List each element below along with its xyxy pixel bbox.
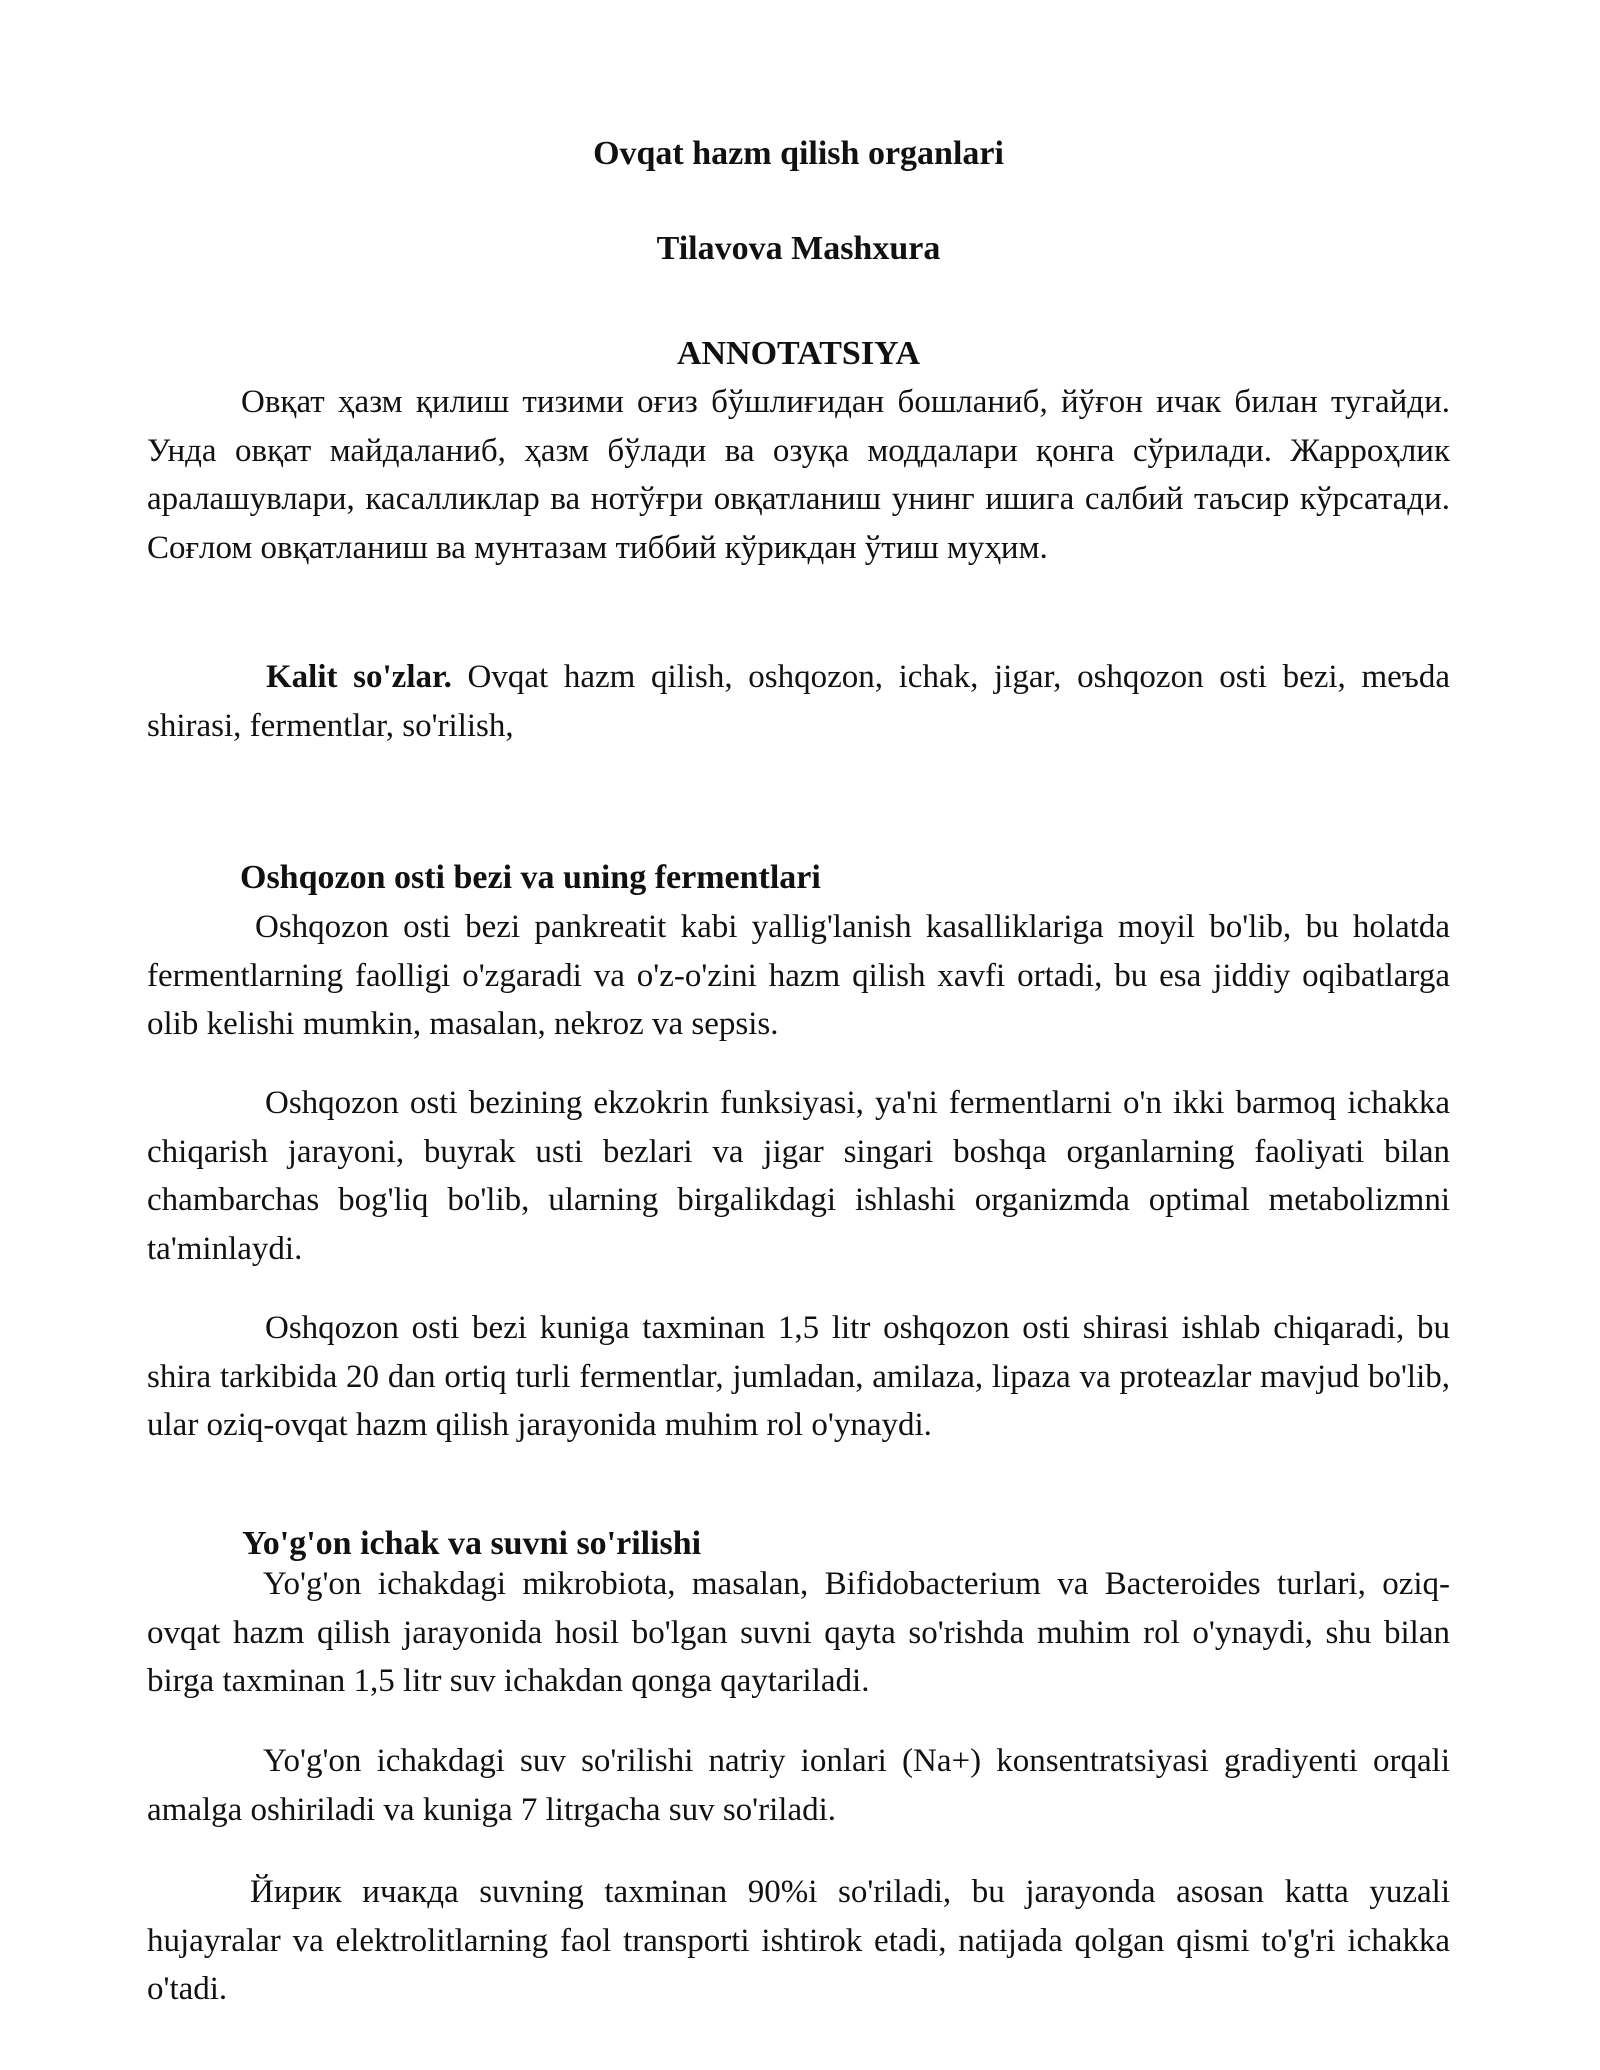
- keywords-paragraph: [147, 653, 1450, 750]
- annotation-text: Овқат ҳазм қилиш тизими оғиз бўшлиғидан бошланиб, йўғон ичак билан тугайди. Унда овқат майдаланиб, ҳазм бўлади ва озуқа моддалари қонга сўрилади. Жарроҳлик аралашувлари, касалликлар ва нотўғри овқатланиш унинг ишига салбий таъсир кўрсатади. Соғлом овқатланиш ва мунтазам тиббий кўрикдан ўтиш муҳим.: [147, 384, 1450, 566]
- section2-paragraph-3: Йирик ичакда suvning taxminan 90%i so'riladi, bu jarayonda asosan katta yuzali hujayralar va elektrolitlarning faol transporti ishtirok etadi, natijada qolgan qismi to'g'ri ichakka o'tadi.: [147, 1874, 1450, 2007]
- section1-paragraph-1: Oshqozon osti bezi pankreatit kabi yallig'lanish kasalliklariga moyil bo'lib, bu holatda fermentlarning faolligi o'zgaradi va o'z-o'zini hazm qilish xavfi ortadi, bu esa jiddiy oqibatlarga olib kelishi mumkin, masalan, nekroz va sepsis.: [147, 909, 1450, 1042]
- document-title: Ovqat hazm qilish organlari: [593, 135, 1004, 172]
- section2-paragraph-2: Yo'g'on ichakdagi suv so'rilishi natriy ionlari (Na+) konsentratsiyasi gradiyenti orqali amalga oshiriladi va kuniga 7 litrgacha suv so'riladi.: [147, 1743, 1450, 1828]
- section1-paragraph-3: Oshqozon osti bezi kuniga taxminan 1,5 litr oshqozon osti shirasi ishlab chiqaradi, bu shira tarkibida 20 dan ortiq turli fermentlar, jumladan, amilaza, lipaza va proteazlar mavjud bo'lib, ular oziq-ovqat hazm qilish jarayonida muhim rol o'ynaydi.: [147, 1310, 1450, 1443]
- keywords-text: Ovqat hazm qilish, oshqozon, ichak, jigar, oshqozon osti bezi, meъda shirasi, fermentlar, so'rilish,: [147, 659, 1450, 744]
- section2-paragraph-1: Yo'g'on ichakdagi mikrobiota, masalan, Bifidobacterium va Bacteroides turlari, oziq-ovqat hazm qilish jarayonida hosil bo'lgan suvni qayta so'rishda muhim rol o'ynaydi, shu bilan birga taxminan 1,5 litr suv ichakdan qonga qaytariladi.: [147, 1566, 1450, 1699]
- section1-paragraph-2: Oshqozon osti bezining ekzokrin funksiyasi, ya'ni fermentlarni o'n ikki barmoq ichakka chiqarish jarayoni, buyrak usti bezlari va jigar singari boshqa organlarning faoliyati bilan chambarchas bog'liq bo'lib, ularning birgalikdagi ishlashi organizmda optimal metabolizmni ta'minlaydi.: [147, 1085, 1450, 1267]
- annotation-heading: ANNOTATSIYA: [676, 335, 921, 372]
- author-name: Tilavova Mashxura: [656, 230, 941, 267]
- section1-heading: Oshqozon osti bezi va uning fermentlari: [240, 859, 821, 896]
- keywords-label: Kalit so'zlar.: [266, 659, 452, 695]
- section2-heading: Yo'g'on ichak va suvni so'rilishi: [242, 1525, 702, 1562]
